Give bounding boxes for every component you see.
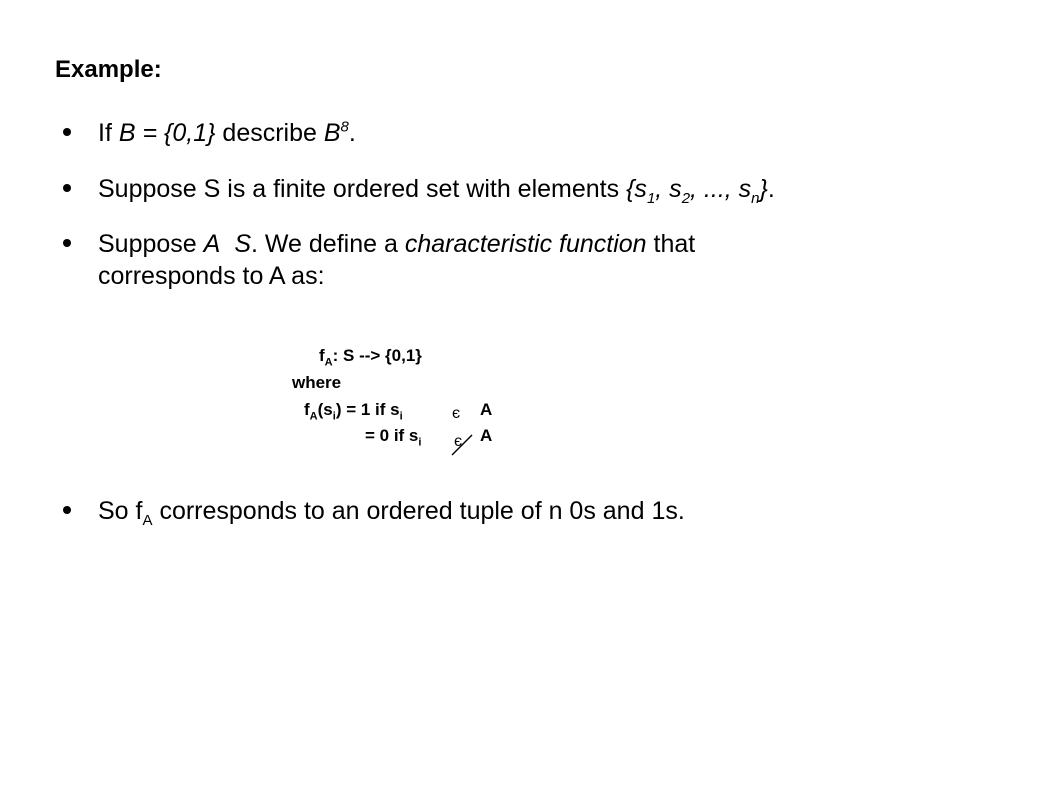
equation-line-1: $f_A$: S --> {0,1} bbox=[319, 346, 422, 369]
defined-term: characteristic function bbox=[404, 230, 647, 258]
element-of-symbol: є bbox=[452, 405, 461, 422]
math-exponent: 8 bbox=[340, 118, 349, 136]
equation-line-3-set: A bbox=[480, 400, 493, 419]
math-element-list: {$s_1$, $s_2$, ..., $s_n$} bbox=[626, 175, 768, 207]
equation-line-4-set: A bbox=[480, 426, 493, 445]
bullet-text: Suppose S is a finite ordered set with elements {$s_1$, $s_2$, ..., $s_n$}. bbox=[98, 175, 775, 207]
equation-line-4: = 0 if $s_i$ bbox=[365, 426, 422, 449]
bullet-dot-icon bbox=[63, 128, 71, 136]
math-var-a: A bbox=[203, 230, 221, 258]
not-element-slash-icon bbox=[449, 432, 475, 458]
bullet-dot-icon bbox=[63, 506, 71, 514]
bullet-dot-icon bbox=[63, 239, 71, 247]
equation-line-2: where bbox=[292, 373, 342, 392]
math-var-s: S bbox=[234, 230, 252, 258]
example-heading: Example: bbox=[55, 56, 162, 83]
bullet-text: Suppose A S. We define a characteristic function that corresponds to A as: bbox=[98, 230, 696, 290]
bullet-text-line-2: corresponds to A as: bbox=[98, 262, 325, 290]
equation-line-3: $f_A(s_i) = 1$ if $s_i$ bbox=[304, 400, 403, 423]
bullet-text: If B = {0,1} describe $B^8$. bbox=[98, 118, 356, 147]
not-element-of-symbol: є bbox=[454, 433, 463, 450]
math-b-set: B = {0,1} bbox=[118, 119, 216, 147]
bullet-dot-icon bbox=[63, 184, 71, 192]
bullet-text: So $f_A$ corresponds to an ordered tuple of n 0s and 1s. bbox=[98, 497, 685, 529]
math-b: B bbox=[323, 119, 341, 147]
